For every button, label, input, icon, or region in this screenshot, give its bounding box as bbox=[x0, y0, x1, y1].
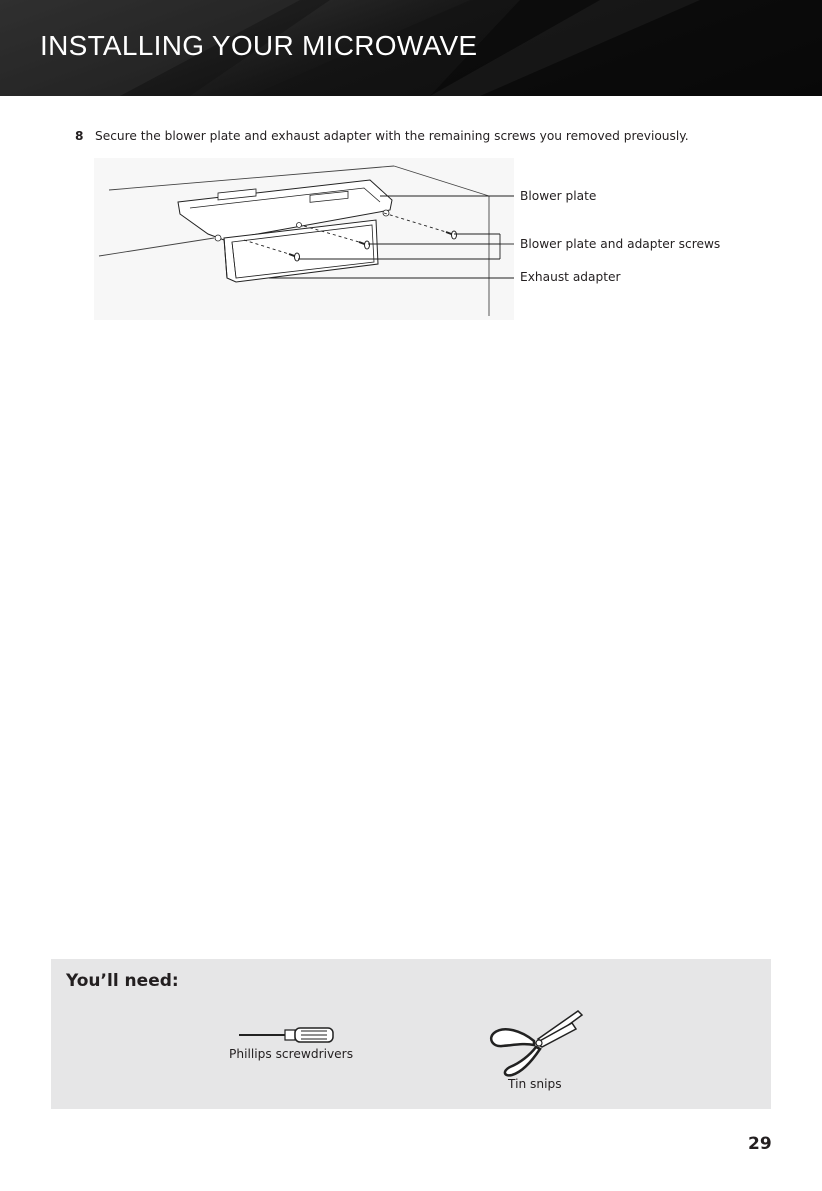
tools-panel bbox=[51, 959, 771, 1109]
callout-exhaust-adapter: Exhaust adapter bbox=[520, 270, 621, 284]
step-instruction bbox=[75, 129, 689, 143]
step-number: 8 bbox=[75, 129, 84, 143]
screwdriver-icon bbox=[237, 1025, 337, 1045]
callout-screws: Blower plate and adapter screws bbox=[520, 237, 721, 251]
tin-snips-icon bbox=[486, 1005, 584, 1077]
step-text: Secure the blower plate and exhaust adapter with the remaining screws you removed previously. bbox=[95, 129, 689, 143]
callout-blower-plate: Blower plate bbox=[520, 189, 597, 203]
page-number: 29 bbox=[748, 1134, 772, 1154]
tool-label-tin-snips: Tin snips bbox=[508, 1077, 562, 1091]
blower-plate-diagram bbox=[94, 158, 514, 320]
tool-label-screwdriver: Phillips screwdrivers bbox=[229, 1047, 354, 1061]
installation-figure bbox=[94, 158, 514, 325]
tools-panel-title: You’ll need: bbox=[66, 971, 179, 991]
header-banner bbox=[0, 0, 822, 96]
page-title: INSTALLING YOUR MICROWAVE bbox=[40, 30, 478, 61]
